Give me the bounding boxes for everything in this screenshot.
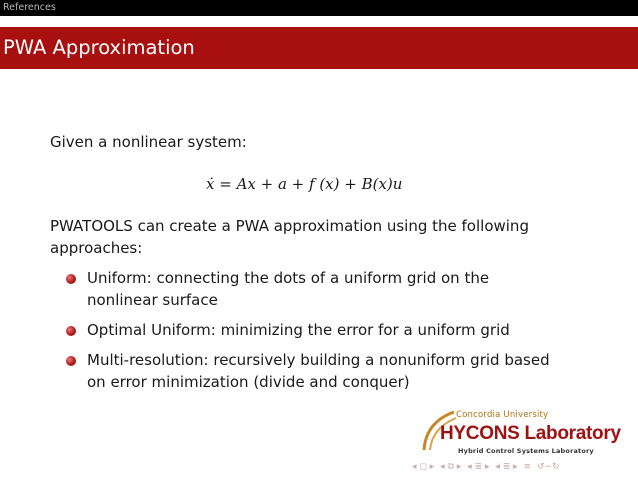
- bullet-2-line-1: Optimal Uniform: minimizing the error for a uniform grid: [87, 321, 510, 339]
- nav-search-icon[interactable]: ↺∽↻: [536, 462, 560, 472]
- frame-title: PWA Approximation: [3, 36, 195, 59]
- bullet-1-line-2: nonlinear surface: [87, 291, 218, 309]
- nav-prev-subsection-icon[interactable]: ◂ ⧉ ▸: [440, 462, 462, 472]
- section-link-references[interactable]: References: [3, 2, 56, 13]
- section-navigation-bar: [0, 0, 638, 16]
- lab-subtitle: Hybrid Control Systems Laboratory: [458, 447, 594, 455]
- bullet-icon: [66, 356, 76, 366]
- paragraph-line-1: PWATOOLS can create a PWA approximation using the following: [50, 217, 529, 235]
- bullet-3-line-2: on error minimization (divide and conquer): [87, 373, 410, 391]
- intro-text: Given a nonlinear system:: [50, 133, 247, 151]
- nav-prev-frame-icon[interactable]: ◂ ◻ ▸: [412, 462, 435, 472]
- nav-next-section-icon[interactable]: ◂ ≣ ▸: [495, 462, 518, 472]
- system-equation: ẋ = Ax + a + f (x) + B(x)u: [206, 175, 403, 193]
- lab-name: HYCONS Laboratory: [440, 423, 621, 444]
- bullet-icon: [66, 274, 76, 284]
- bullet-1-line-1: Uniform: connecting the dots of a uniform grid on the: [87, 269, 490, 287]
- university-name: Concordia University: [456, 410, 549, 420]
- bullet-icon: [66, 326, 76, 336]
- nav-prev-section-icon[interactable]: ◂ ≣ ▸: [467, 462, 490, 472]
- nav-align-icon[interactable]: ≡: [523, 462, 532, 472]
- frame-title-bar: [0, 27, 638, 69]
- beamer-navigation-controls: [412, 462, 563, 474]
- bullet-3-line-1: Multi-resolution: recursively building a nonuniform grid based: [87, 351, 550, 369]
- paragraph-line-2: approaches:: [50, 239, 143, 257]
- hycons-logo: [420, 408, 634, 460]
